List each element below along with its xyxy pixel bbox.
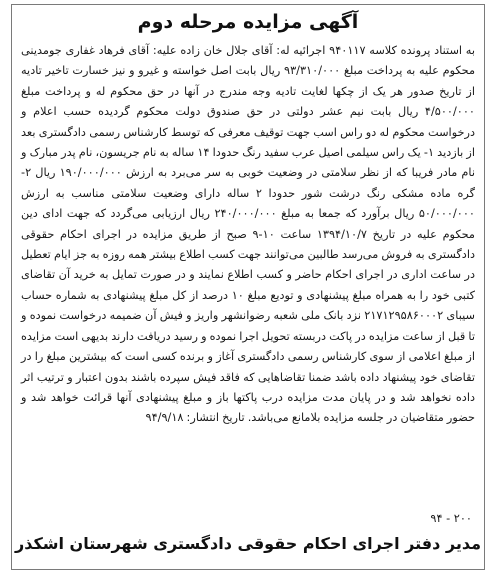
notice-signature: مدیر دفتر اجرای احکام حقوقی دادگستری شهرستان اشکذر <box>15 534 481 553</box>
notice-title: آگهی مزایده مرحله دوم <box>137 11 359 33</box>
notice-body: به استناد پرونده کلاسه ۹۴۰۱۱۷ اجرائیه له: آقای جلال خان زاده علیه: آقای فرهاد غفاری جومدینی محکوم علیه به پرداخت مبلغ ۹۳/۳۱۰/۰۰۰ ریال بابت اصل خواسته و غیرو و نیز خسارت تاخیر تادیه از تاریخ صدور هر یک از چکها لغایت تادیه وجه مندرج در آنها در حق محکوم له و پرداخت مبلغ ۴/۵۰۰/۰۰۰ ریال بابت نیم عشر دولتی در حق صندوق دولت محکوم گردیده حسب اعلام و درخواست محکوم له دو راس اسب جهت توقیف معرفی که توسط کارشناس رسمی دادگستری بعد از بازدید ۱- یک راس سیلمی اصیل عرب سفید رنگ حدودا ۱۴ ساله به نام جریسون، نام پدر مبارک و نام مادر فریبا که از نظر سلامتی در وضعیت خوبی به سر می‌برد به ارزش ۱۹۰/۰۰۰/۰۰۰ ریال ۲- گره ماده مشکی رنگ درشت شور حدودا ۲ ساله دارای وضعیت سلامتی مناسب به ارزش ۵۰/۰۰۰/۰۰۰ ریال برآورد که جمعا به مبلغ ۲۴۰/۰۰۰/۰۰۰ ریال ارزیابی می‌گردد که جهت ادای دین محکوم علیه در تاریخ ۱۳۹۴/۱۰/۷ ساعت ۱۰-۹ صبح از طریق مزایده در اجرای احکام حقوقی دادگستری به فروش می‌رسد طالبین می‌توانند جهت کسب اطلاع بیشتر همه روزه به جز ایام تعطیل در ساعت اداری در اجرای احکام حاضر و کسب اطلاع نمایند و در صورت تمایل به خرید آن تقاضای کتبی خود را به همراه مبلغ پیشنهادی و تودیع مبلغ ۱۰ درصد از کل مبلغ پیشنهادی به شماره حساب سیبای ۲۱۷۱۲۹۵۸۶۰۰۰۲ نزد بانک ملی شعبه رضوانشهر واریز و فیش آن ضمیمه درخواست نموده و تا قبل از ساعت مزایده در پاکت دربسته تحویل اجرا نموده و رسید دریافت دارند بدیهی است مزایده از مبلغ اعلامی از سوی کارشناس رسمی دادگستری آغاز و برنده کسی است که بیشترین مبلغ را در تقاضای خود پیشنهاد داده باشد ضمنا تقاضاهایی که فاقد فیش سپرده باشند بدون اعتبار و ترتیب اثر داده نخواهد شد و در پایان مدت مزایده درب پاکتها باز و مبلغ پیشنهادی آنها قرائت خواهد شد و حضور متقاضیان در جلسه مزایده بلامانع می‌باشد. تاریخ انتشار: ۹۴/۹/۱۸ <box>21 44 475 425</box>
notice-code: ۹۴ - ۲۰۰ <box>430 512 472 525</box>
auction-notice <box>11 4 485 570</box>
